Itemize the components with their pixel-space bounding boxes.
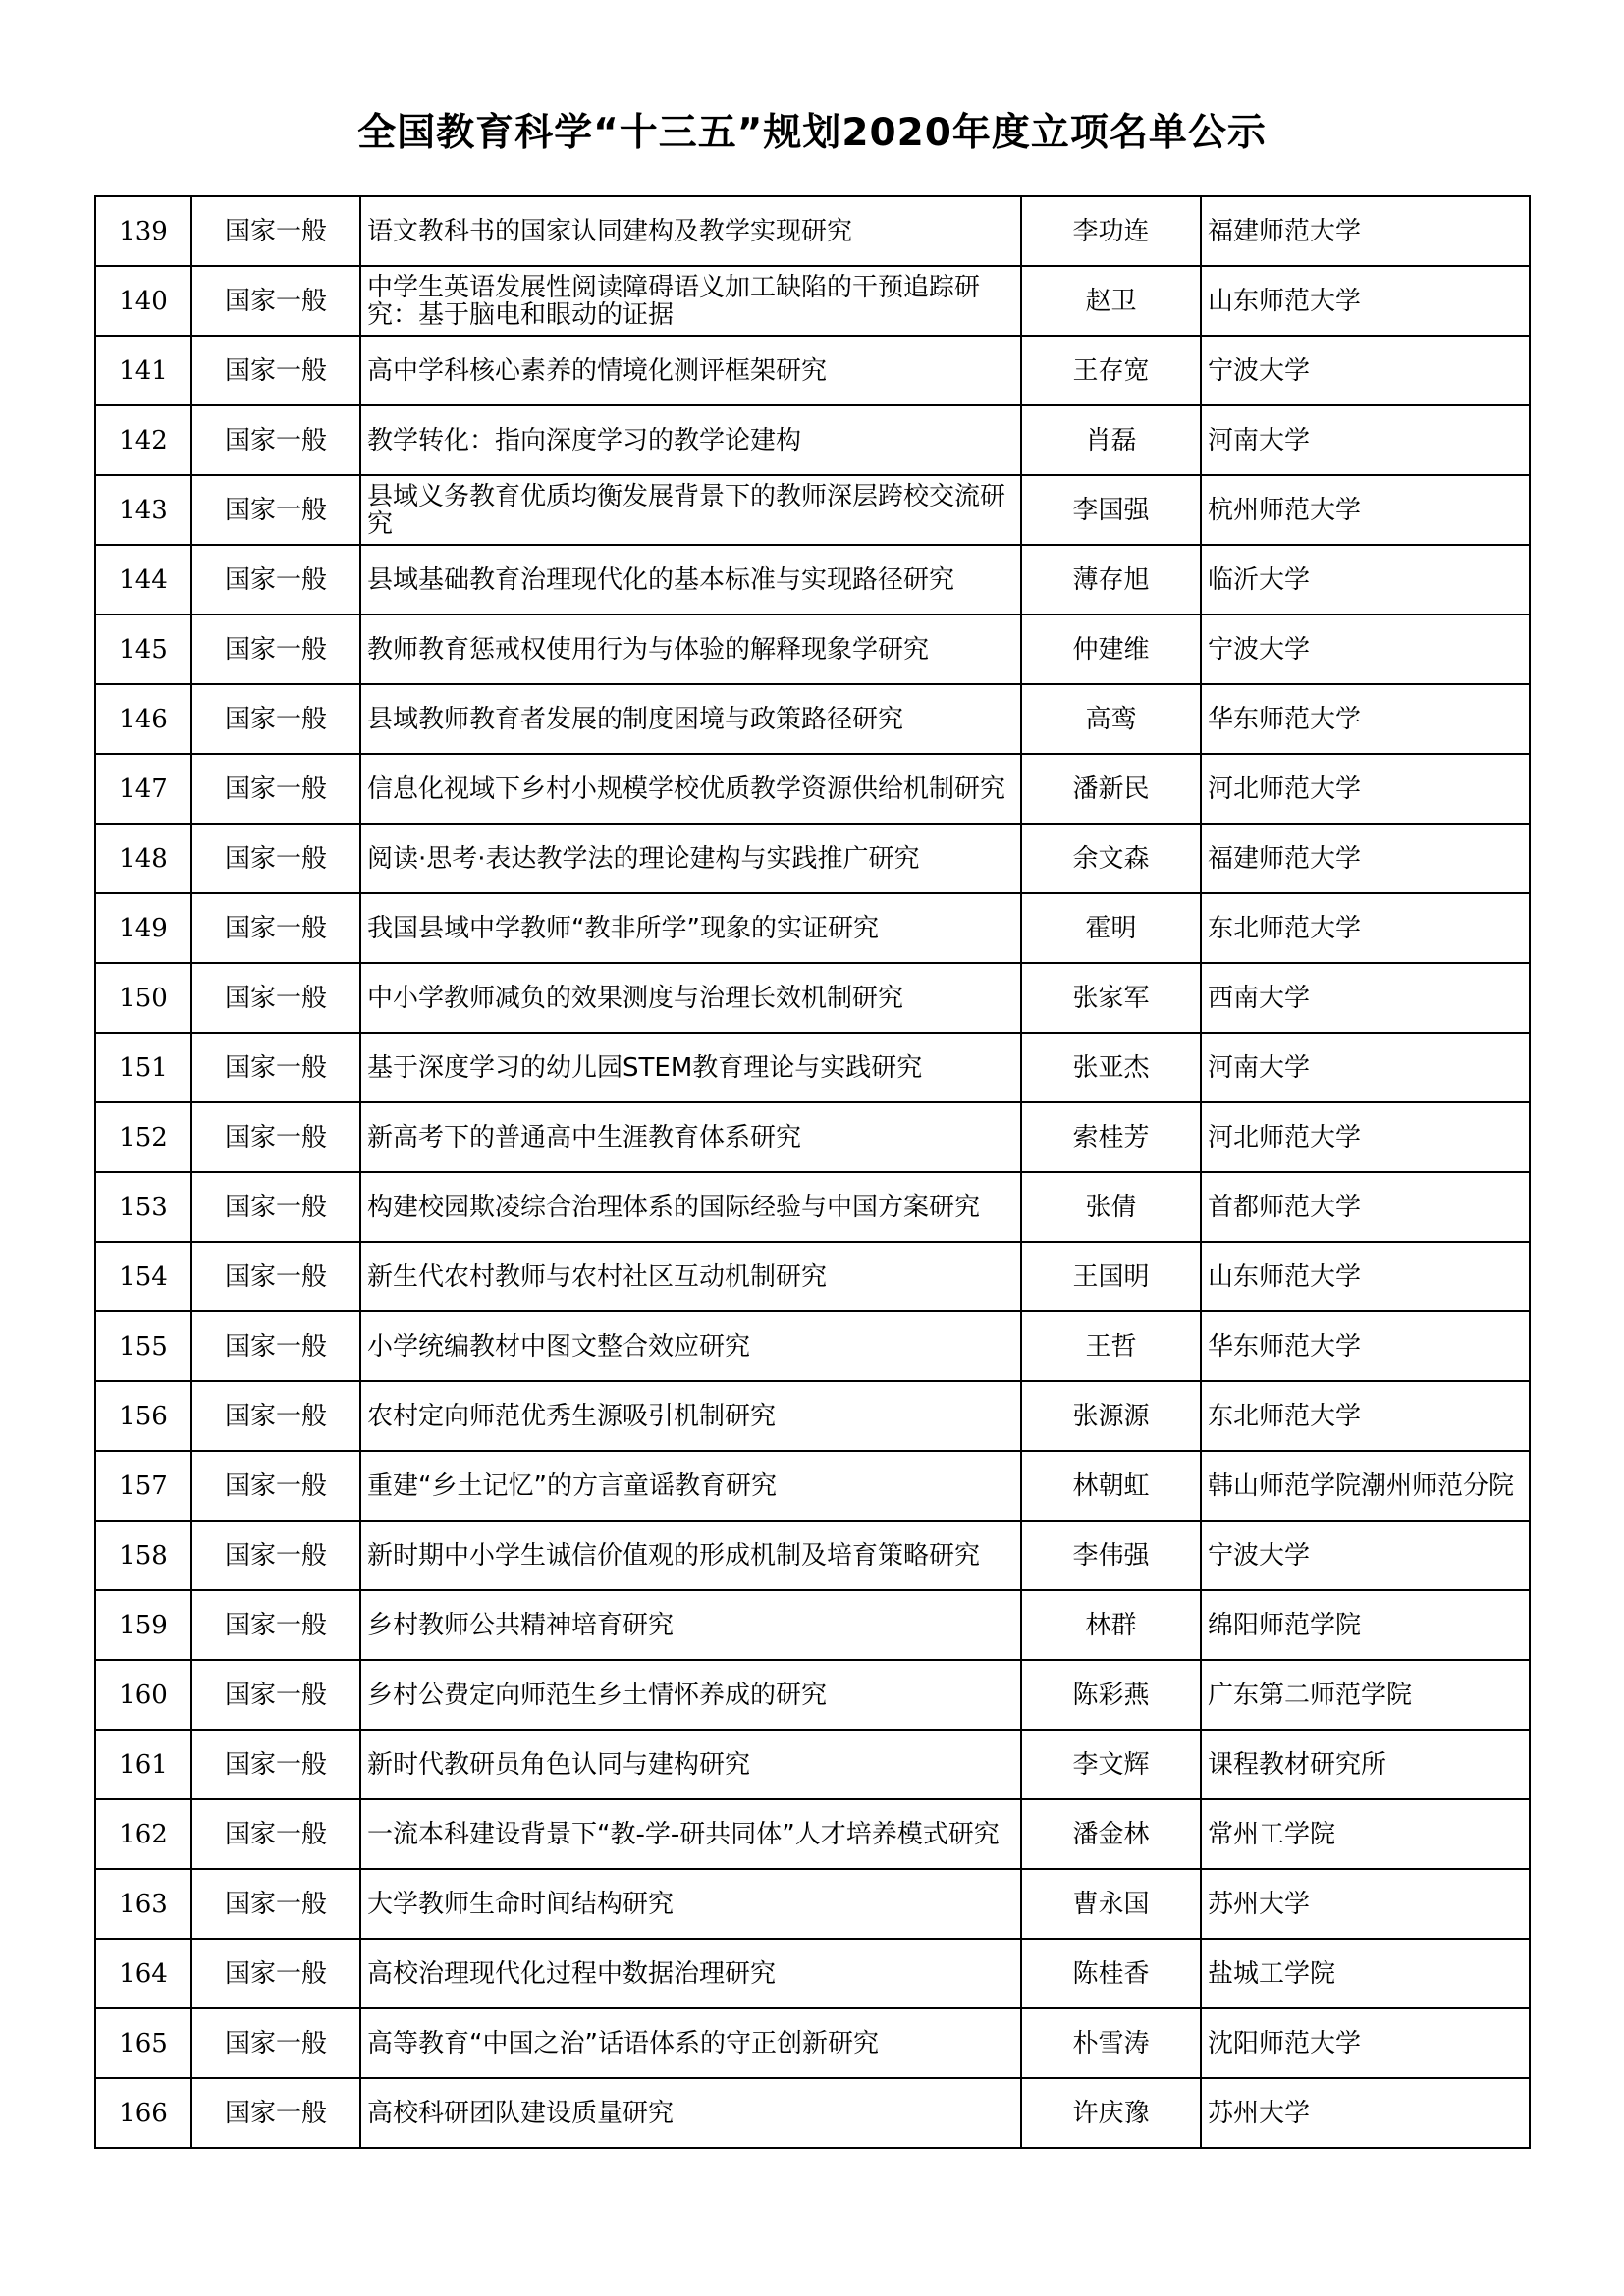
table-row xyxy=(95,266,1530,336)
project-lead: 陈彩燕 xyxy=(1021,1660,1201,1730)
project-lead: 王哲 xyxy=(1021,1311,1201,1381)
project-title: 新高考下的普通高中生涯教育体系研究 xyxy=(360,1102,1021,1172)
project-organization: 河北师范大学 xyxy=(1201,1102,1530,1172)
project-title: 语文教科书的国家认同建构及教学实现研究 xyxy=(360,196,1021,266)
project-lead: 李国强 xyxy=(1021,475,1201,545)
project-organization: 福建师范大学 xyxy=(1201,196,1530,266)
project-number: 164 xyxy=(95,1939,191,2008)
table-row xyxy=(95,545,1530,614)
project-number: 151 xyxy=(95,1033,191,1102)
project-lead: 肖磊 xyxy=(1021,405,1201,475)
project-title: 一流本科建设背景下“教-学-研共同体”人才培养模式研究 xyxy=(360,1799,1021,1869)
project-lead: 高鸾 xyxy=(1021,684,1201,754)
project-title: 县域基础教育治理现代化的基本标准与实现路径研究 xyxy=(360,545,1021,614)
project-organization: 宁波大学 xyxy=(1201,1521,1530,1590)
project-category: 国家一般 xyxy=(191,824,360,893)
project-number: 155 xyxy=(95,1311,191,1381)
project-category: 国家一般 xyxy=(191,963,360,1033)
project-lead: 陈桂香 xyxy=(1021,1939,1201,2008)
project-title: 高中学科核心素养的情境化测评框架研究 xyxy=(360,336,1021,405)
project-title: 乡村公费定向师范生乡土情怀养成的研究 xyxy=(360,1660,1021,1730)
project-lead: 余文森 xyxy=(1021,824,1201,893)
table-row xyxy=(95,893,1530,963)
project-organization: 河南大学 xyxy=(1201,1033,1530,1102)
project-title: 小学统编教材中图文整合效应研究 xyxy=(360,1311,1021,1381)
project-organization: 西南大学 xyxy=(1201,963,1530,1033)
project-organization: 首都师范大学 xyxy=(1201,1172,1530,1242)
project-organization: 盐城工学院 xyxy=(1201,1939,1530,2008)
table-row xyxy=(95,1730,1530,1799)
project-number: 165 xyxy=(95,2008,191,2078)
project-title: 中小学教师减负的效果测度与治理长效机制研究 xyxy=(360,963,1021,1033)
project-number: 141 xyxy=(95,336,191,405)
project-title: 大学教师生命时间结构研究 xyxy=(360,1869,1021,1939)
project-category: 国家一般 xyxy=(191,1381,360,1451)
project-category: 国家一般 xyxy=(191,1102,360,1172)
project-category: 国家一般 xyxy=(191,1799,360,1869)
table-row xyxy=(95,1451,1530,1521)
project-number: 142 xyxy=(95,405,191,475)
project-organization: 河北师范大学 xyxy=(1201,754,1530,824)
project-lead: 索桂芳 xyxy=(1021,1102,1201,1172)
project-category: 国家一般 xyxy=(191,1869,360,1939)
project-table xyxy=(94,195,1531,2149)
project-organization: 宁波大学 xyxy=(1201,614,1530,684)
project-category: 国家一般 xyxy=(191,405,360,475)
table-row xyxy=(95,1172,1530,1242)
project-lead: 赵卫 xyxy=(1021,266,1201,336)
project-title: 阅读·思考·表达教学法的理论建构与实践推广研究 xyxy=(360,824,1021,893)
project-number: 161 xyxy=(95,1730,191,1799)
project-title: 高等教育“中国之治”话语体系的守正创新研究 xyxy=(360,2008,1021,2078)
project-category: 国家一般 xyxy=(191,1939,360,2008)
project-organization: 绵阳师范学院 xyxy=(1201,1590,1530,1660)
project-organization: 杭州师范大学 xyxy=(1201,475,1530,545)
project-organization: 广东第二师范学院 xyxy=(1201,1660,1530,1730)
project-title: 中学生英语发展性阅读障碍语义加工缺陷的干预追踪研究：基于脑电和眼动的证据 xyxy=(360,266,1021,336)
project-title: 教学转化：指向深度学习的教学论建构 xyxy=(360,405,1021,475)
project-organization: 东北师范大学 xyxy=(1201,1381,1530,1451)
table-row xyxy=(95,1590,1530,1660)
project-number: 140 xyxy=(95,266,191,336)
project-organization: 华东师范大学 xyxy=(1201,684,1530,754)
table-row xyxy=(95,1521,1530,1590)
project-number: 152 xyxy=(95,1102,191,1172)
project-category: 国家一般 xyxy=(191,1242,360,1311)
table-row xyxy=(95,684,1530,754)
project-category: 国家一般 xyxy=(191,684,360,754)
project-lead: 潘新民 xyxy=(1021,754,1201,824)
project-title: 乡村教师公共精神培育研究 xyxy=(360,1590,1021,1660)
project-number: 139 xyxy=(95,196,191,266)
project-organization: 河南大学 xyxy=(1201,405,1530,475)
project-category: 国家一般 xyxy=(191,614,360,684)
project-number: 154 xyxy=(95,1242,191,1311)
project-number: 143 xyxy=(95,475,191,545)
project-title: 高校治理现代化过程中数据治理研究 xyxy=(360,1939,1021,2008)
project-organization: 山东师范大学 xyxy=(1201,266,1530,336)
project-lead: 李文辉 xyxy=(1021,1730,1201,1799)
project-title: 新时代教研员角色认同与建构研究 xyxy=(360,1730,1021,1799)
project-category: 国家一般 xyxy=(191,2008,360,2078)
table-row xyxy=(95,1799,1530,1869)
project-lead: 张倩 xyxy=(1021,1172,1201,1242)
project-title: 基于深度学习的幼儿园STEM教育理论与实践研究 xyxy=(360,1033,1021,1102)
project-title: 教师教育惩戒权使用行为与体验的解释现象学研究 xyxy=(360,614,1021,684)
project-organization: 福建师范大学 xyxy=(1201,824,1530,893)
project-lead: 张家军 xyxy=(1021,963,1201,1033)
project-title: 新生代农村教师与农村社区互动机制研究 xyxy=(360,1242,1021,1311)
table-row xyxy=(95,1311,1530,1381)
project-category: 国家一般 xyxy=(191,336,360,405)
table-row xyxy=(95,2008,1530,2078)
project-number: 162 xyxy=(95,1799,191,1869)
table-row xyxy=(95,1033,1530,1102)
project-lead: 仲建维 xyxy=(1021,614,1201,684)
project-organization: 临沂大学 xyxy=(1201,545,1530,614)
project-organization: 韩山师范学院潮州师范分院 xyxy=(1201,1451,1530,1521)
project-lead: 林群 xyxy=(1021,1590,1201,1660)
project-title: 高校科研团队建设质量研究 xyxy=(360,2078,1021,2148)
table-row xyxy=(95,1939,1530,2008)
table-row xyxy=(95,1102,1530,1172)
project-number: 145 xyxy=(95,614,191,684)
project-lead: 林朝虹 xyxy=(1021,1451,1201,1521)
project-lead: 朴雪涛 xyxy=(1021,2008,1201,2078)
project-lead: 曹永国 xyxy=(1021,1869,1201,1939)
project-category: 国家一般 xyxy=(191,196,360,266)
project-category: 国家一般 xyxy=(191,266,360,336)
project-category: 国家一般 xyxy=(191,475,360,545)
table-row xyxy=(95,963,1530,1033)
table-row xyxy=(95,475,1530,545)
project-lead: 王国明 xyxy=(1021,1242,1201,1311)
project-category: 国家一般 xyxy=(191,2078,360,2148)
project-lead: 张亚杰 xyxy=(1021,1033,1201,1102)
project-title: 县域义务教育优质均衡发展背景下的教师深层跨校交流研究 xyxy=(360,475,1021,545)
project-lead: 薄存旭 xyxy=(1021,545,1201,614)
project-number: 148 xyxy=(95,824,191,893)
project-organization: 东北师范大学 xyxy=(1201,893,1530,963)
project-category: 国家一般 xyxy=(191,1660,360,1730)
table-row xyxy=(95,405,1530,475)
table-row xyxy=(95,754,1530,824)
project-number: 156 xyxy=(95,1381,191,1451)
project-title: 重建“乡土记忆”的方言童谣教育研究 xyxy=(360,1451,1021,1521)
project-number: 166 xyxy=(95,2078,191,2148)
table-row xyxy=(95,824,1530,893)
table-row xyxy=(95,614,1530,684)
project-number: 146 xyxy=(95,684,191,754)
table-row xyxy=(95,196,1530,266)
project-category: 国家一般 xyxy=(191,1590,360,1660)
project-number: 157 xyxy=(95,1451,191,1521)
project-title: 构建校园欺凌综合治理体系的国际经验与中国方案研究 xyxy=(360,1172,1021,1242)
project-category: 国家一般 xyxy=(191,1521,360,1590)
project-title: 农村定向师范优秀生源吸引机制研究 xyxy=(360,1381,1021,1451)
project-category: 国家一般 xyxy=(191,1730,360,1799)
project-lead: 李伟强 xyxy=(1021,1521,1201,1590)
project-organization: 常州工学院 xyxy=(1201,1799,1530,1869)
project-category: 国家一般 xyxy=(191,1033,360,1102)
project-organization: 沈阳师范大学 xyxy=(1201,2008,1530,2078)
project-number: 160 xyxy=(95,1660,191,1730)
table-row xyxy=(95,1869,1530,1939)
project-category: 国家一般 xyxy=(191,893,360,963)
project-organization: 华东师范大学 xyxy=(1201,1311,1530,1381)
project-lead: 王存宽 xyxy=(1021,336,1201,405)
project-number: 153 xyxy=(95,1172,191,1242)
project-category: 国家一般 xyxy=(191,754,360,824)
table-row xyxy=(95,1242,1530,1311)
project-lead: 张源源 xyxy=(1021,1381,1201,1451)
project-number: 150 xyxy=(95,963,191,1033)
project-lead: 李功连 xyxy=(1021,196,1201,266)
project-lead: 霍明 xyxy=(1021,893,1201,963)
project-organization: 苏州大学 xyxy=(1201,2078,1530,2148)
project-organization: 宁波大学 xyxy=(1201,336,1530,405)
project-title: 县域教师教育者发展的制度困境与政策路径研究 xyxy=(360,684,1021,754)
project-organization: 山东师范大学 xyxy=(1201,1242,1530,1311)
project-number: 159 xyxy=(95,1590,191,1660)
table-row xyxy=(95,1381,1530,1451)
project-title: 新时期中小学生诚信价值观的形成机制及培育策略研究 xyxy=(360,1521,1021,1590)
project-number: 144 xyxy=(95,545,191,614)
project-number: 149 xyxy=(95,893,191,963)
project-category: 国家一般 xyxy=(191,545,360,614)
project-category: 国家一般 xyxy=(191,1311,360,1381)
project-title: 信息化视域下乡村小规模学校优质教学资源供给机制研究 xyxy=(360,754,1021,824)
project-category: 国家一般 xyxy=(191,1172,360,1242)
project-organization: 课程教材研究所 xyxy=(1201,1730,1530,1799)
project-number: 163 xyxy=(95,1869,191,1939)
project-table-body xyxy=(95,196,1530,2148)
project-number: 147 xyxy=(95,754,191,824)
project-category: 国家一般 xyxy=(191,1451,360,1521)
table-row xyxy=(95,1660,1530,1730)
project-number: 158 xyxy=(95,1521,191,1590)
table-row xyxy=(95,2078,1530,2148)
project-organization: 苏州大学 xyxy=(1201,1869,1530,1939)
project-title: 我国县域中学教师“教非所学”现象的实证研究 xyxy=(360,893,1021,963)
project-lead: 许庆豫 xyxy=(1021,2078,1201,2148)
page-title: 全国教育科学“十三五”规划2020年度立项名单公示 xyxy=(357,111,1267,155)
table-row xyxy=(95,336,1530,405)
project-lead: 潘金林 xyxy=(1021,1799,1201,1869)
